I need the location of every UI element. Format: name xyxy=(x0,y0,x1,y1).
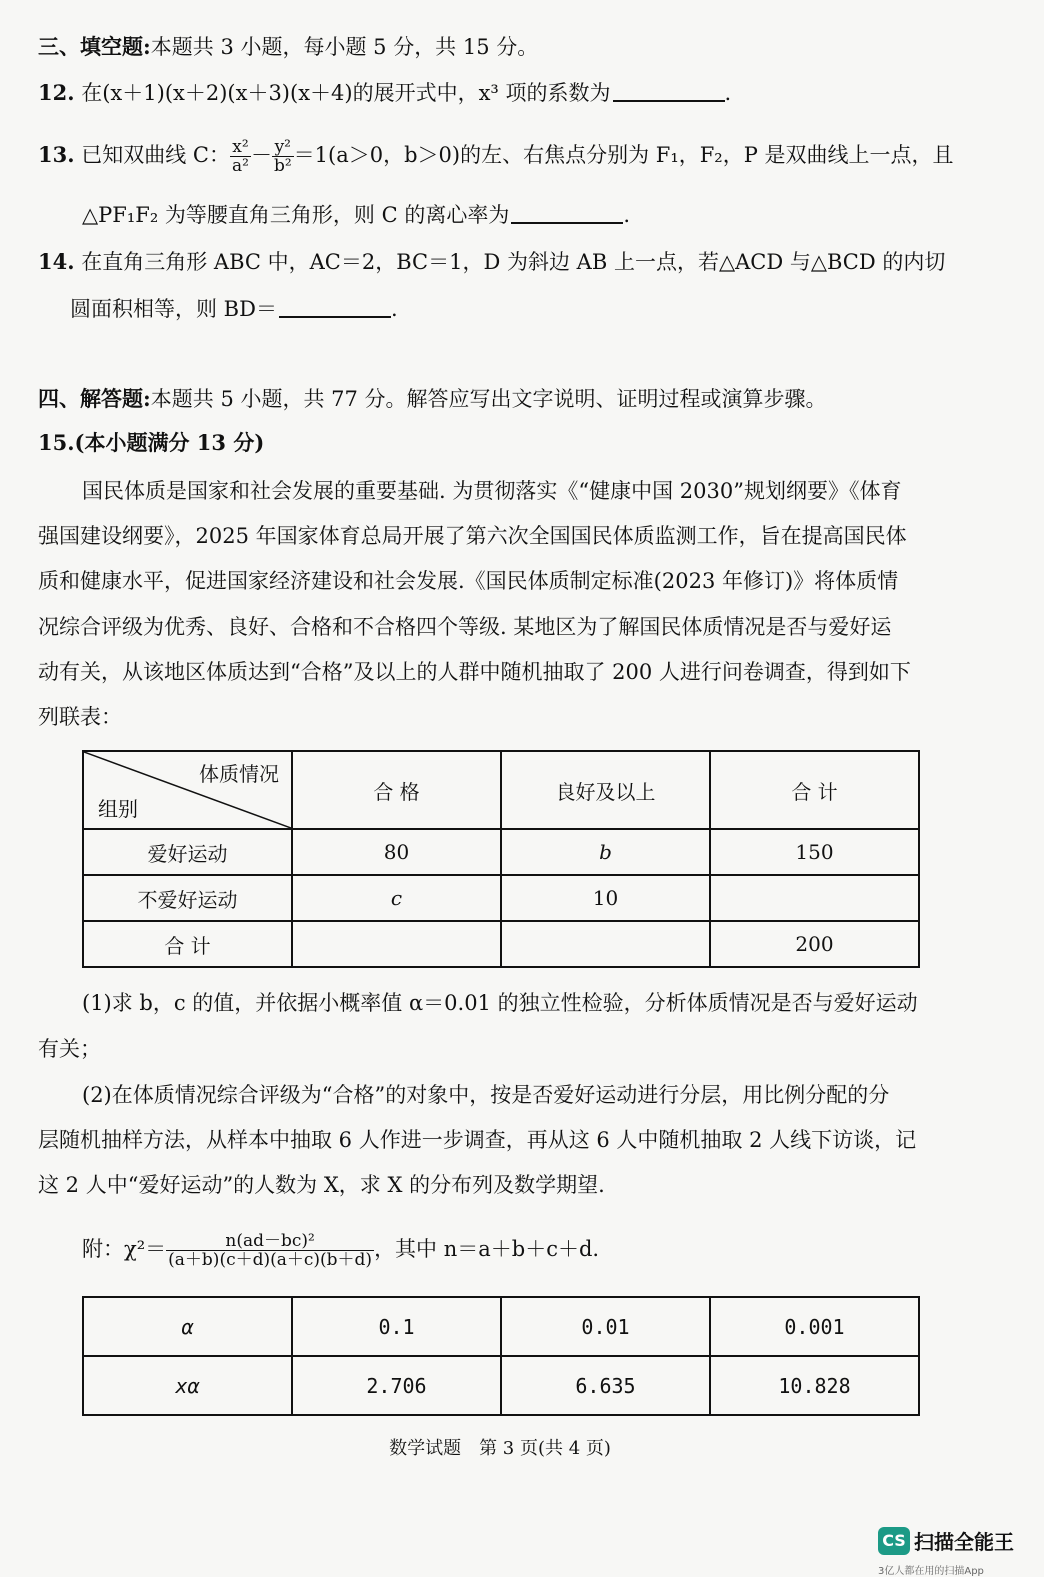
chi-square-numerator: n(ad－bc)² xyxy=(166,1232,374,1251)
table-cell: 200 xyxy=(710,921,919,967)
page-footer: 数学试题 第 3 页(共 4 页) xyxy=(389,1438,611,1459)
q15-para-line-4: 况综合评级为优秀、良好、合格和不合格四个等级. 某地区为了解国民体质情况是否与爱好运 xyxy=(38,615,892,639)
table-cell: 150 xyxy=(710,829,919,875)
section-3-desc: 本题共 3 小题，每小题 5 分，共 15 分。 xyxy=(150,35,539,59)
q15-part2-line3: 这 2 人中“爱好运动”的人数为 X，求 X 的分布列及数学期望. xyxy=(38,1173,605,1197)
section-3-heading: 三、填空题:本题共 3 小题，每小题 5 分，共 15 分。 xyxy=(38,34,539,59)
q13-answer-blank[interactable] xyxy=(511,202,623,224)
q12-answer-blank[interactable] xyxy=(613,80,725,102)
q14-end: . xyxy=(390,297,398,321)
q14-answer-blank[interactable] xyxy=(279,296,391,318)
chi-square-denominator: (a＋b)(c＋d)(a＋c)(b＋d) xyxy=(168,1250,373,1270)
q13-f1-num: x² xyxy=(230,138,251,157)
critical-value-table xyxy=(82,1296,920,1416)
table-row xyxy=(83,875,919,921)
table-cell: 2.706 xyxy=(292,1356,501,1415)
corner-top-label: 体质情况 xyxy=(199,762,279,786)
table-cell xyxy=(501,829,710,875)
table-header-cell: 合 计 xyxy=(710,751,919,829)
q13-number: 13. xyxy=(38,142,75,167)
table-cell: 10 xyxy=(501,875,710,921)
q15-part2-line2: 层随机抽样方法，从样本中抽取 6 人作进一步调查，再从这 6 人中随机抽取 2 人线下访谈，记 xyxy=(38,1128,917,1152)
q14-number: 14. xyxy=(38,249,75,274)
q15-header-text: 15.(本小题满分 13 分) xyxy=(38,430,265,455)
table-row-label: 爱好运动 xyxy=(83,829,292,875)
q15-part2-line1: (2)在体质情况综合评级为“合格”的对象中，按是否爱好运动进行分层，用比例分配的分 xyxy=(82,1083,890,1107)
q14-line2: 圆面积相等，则 BD＝ xyxy=(70,297,277,321)
section-3-title: 三、填空题 xyxy=(38,34,143,59)
table-corner-cell xyxy=(83,751,292,829)
table-row xyxy=(83,1297,919,1356)
table-cell: 0.1 xyxy=(292,1297,501,1356)
question-13 xyxy=(38,138,954,175)
section-4-heading: 四、解答题:本题共 5 小题，共 77 分。解答应写出文字说明、证明过程或演算步骤。 xyxy=(38,386,827,411)
table-cell xyxy=(501,921,710,967)
q12-end: . xyxy=(724,81,732,105)
question-13-line2 xyxy=(82,200,630,230)
appendix-pre: 附：χ²＝ xyxy=(82,1237,167,1261)
q13-f2-den: b² xyxy=(273,156,292,176)
q15-para-line-1: 国民体质是国家和社会发展的重要基础. 为贯彻落实《“健康中国 2030”规划纲要》《体育 xyxy=(82,479,902,503)
question-14 xyxy=(38,247,945,277)
table-cell: 0.001 xyxy=(710,1297,919,1356)
contingency-table xyxy=(82,750,920,968)
table-row-label: 不爱好运动 xyxy=(83,875,292,921)
table-cell: 10.828 xyxy=(710,1356,919,1415)
q14-line1: 在直角三角形 ABC 中，AC＝2，BC＝1，D 为斜边 AB 上一点，若△ACD 与△BCD 的内切 xyxy=(81,250,946,274)
table-header-cell: 合 格 xyxy=(292,751,501,829)
table-row xyxy=(83,829,919,875)
table-row-label: 合 计 xyxy=(83,921,292,967)
q13-f1-den: a² xyxy=(231,156,249,176)
table-row xyxy=(83,921,919,967)
table-row xyxy=(83,1356,919,1415)
q15-para-line-2: 强国建设纲要》，2025 年国家体育总局开展了第六次全国国民体质监测工作，旨在提高国民体 xyxy=(38,524,907,548)
q13-line2: △PF₁F₂ 为等腰直角三角形，则 C 的离心率为 xyxy=(82,203,510,227)
table-cell: 0.01 xyxy=(501,1297,710,1356)
alpha-symbol: α xyxy=(181,1314,194,1339)
q13-post: ＝1(a＞0，b＞0)的左、右焦点分别为 F₁，F₂，P 是双曲线上一点，且 xyxy=(293,143,954,167)
q13-fraction-x xyxy=(230,138,251,175)
table-cell: 80 xyxy=(292,829,501,875)
section-4-desc: 本题共 5 小题，共 77 分。解答应写出文字说明、证明过程或演算步骤。 xyxy=(150,387,827,411)
q15-appendix xyxy=(82,1232,599,1269)
q12-number: 12. xyxy=(38,80,75,105)
section-4-title: 四、解答题 xyxy=(38,386,143,411)
q12-text: 在(x＋1)(x＋2)(x＋3)(x＋4)的展开式中，x³ 项的系数为 xyxy=(81,81,611,105)
q13-end: . xyxy=(623,203,631,227)
q13-fraction-y xyxy=(272,138,294,175)
table-cell xyxy=(292,875,501,921)
camscanner-logo-icon: CS xyxy=(878,1527,910,1555)
chi-square-fraction xyxy=(166,1232,374,1269)
table-cell xyxy=(710,875,919,921)
appendix-post: ，其中 n＝a＋b＋c＋d. xyxy=(374,1237,600,1261)
table-header-cell: 良好及以上 xyxy=(501,751,710,829)
question-12 xyxy=(38,78,731,108)
scanner-watermark xyxy=(878,1526,1014,1577)
q13-minus: － xyxy=(250,143,272,167)
q15-para-line-3: 质和健康水平，促进国家经济建设和社会发展.《国民体质制定标准(2023 年修订)》将体质情 xyxy=(38,569,899,593)
watermark-name: 扫描全能王 xyxy=(914,1530,1014,1554)
q15-part1-line1: (1)求 b，c 的值，并依据小概率值 α＝0.01 的独立性检验，分析体质情况是否与爱好运动 xyxy=(82,991,918,1015)
table-row-label xyxy=(83,1356,292,1415)
table-cell xyxy=(292,921,501,967)
q13-pre: 已知双曲线 C： xyxy=(81,143,230,167)
q15-para-line-5: 动有关，从该地区体质达到“合格”及以上的人群中随机抽取了 200 人进行问卷调查，得到如下 xyxy=(38,660,911,684)
q13-f2-num: y² xyxy=(272,138,294,157)
q15-para-line-6: 列联表： xyxy=(38,705,122,729)
table-row-label xyxy=(83,1297,292,1356)
q15-header xyxy=(38,428,264,458)
table-cell-var: b xyxy=(599,840,612,864)
x-alpha-symbol: xα xyxy=(175,1373,200,1398)
corner-bottom-label: 组别 xyxy=(98,797,138,821)
question-14-line2 xyxy=(70,294,398,324)
q15-part1-line2: 有关； xyxy=(38,1037,101,1061)
table-cell: 6.635 xyxy=(501,1356,710,1415)
table-header-row xyxy=(83,751,919,829)
watermark-tagline: 3亿人都在用的扫描App xyxy=(878,1566,984,1577)
table-cell-var: c xyxy=(390,886,403,910)
